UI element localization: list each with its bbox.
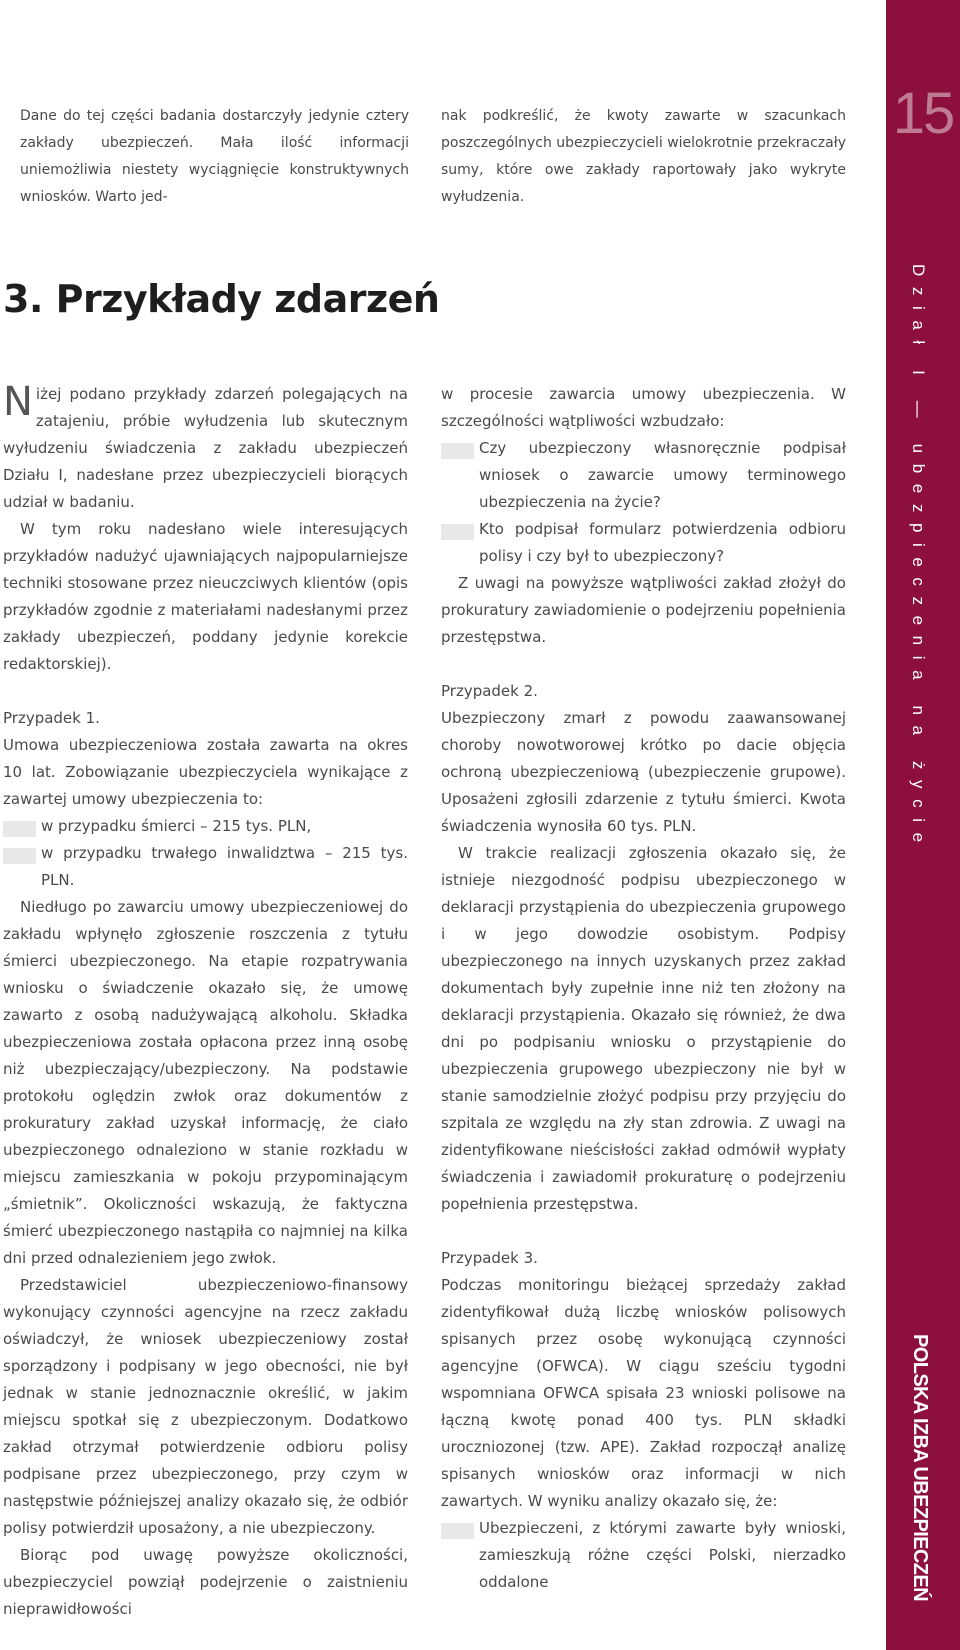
case-1-paragraph: Przedstawiciel ubezpieczeniowo-finansowy wykonujący czynności agencyjne na rzecz zakładu oświadczył, że wniosek ubezpieczeniowy został sporządzony i podpisany w jego obecności, nie był jednak w stanie jednoznacznie określić, w jakim miejscu spotkał się z ubezpieczonym. Dodatkowo zakład otrzymał potwierdzenie odbioru polisy podpisane przez ubezpieczonego, przy czym w następstwie późniejszej analizy okazało się, że odbiór polisy potwierdził uposażony, a nie ubezpieczony. (3, 1276, 408, 1537)
case-2-title: Przypadek 2. (441, 682, 538, 700)
intro-paragraph-text: iżej podano przykłady zdarzeń polegających na zatajeniu, próbie wyłudzenia lub skutecznym wyłudzeniu świadczenia z zakładu ubezpieczeń Działu I, nadesłane przez ubezpieczycieli biorących udział w badaniu. (3, 385, 408, 511)
intro-paragraph (3, 381, 408, 516)
bullet-text: w przypadku trwałego inwalidztwa – 215 tys. PLN. (41, 844, 408, 889)
page-number: 15 (892, 81, 954, 146)
bullet-text: Czy ubezpieczony własnoręcznie podpisał wniosek o zawarcie umowy terminowego ubezpieczenia na życie? (479, 439, 846, 511)
case-1-bullet (3, 813, 408, 840)
bullet-marker (3, 821, 36, 837)
paragraph: W tym roku nadesłano wiele interesujących przykładów nadużyć ujawniających najpopularniejsze techniki stosowane przez nieuczciwych klientów (opis przykładów zgodnie z materiałami nadesłanymi przez zakłady ubezpieczeń, poddany jedynie korekcie redaktorskiej). (3, 520, 408, 673)
organization-name: POLSKA IZBA UBEZPIECZEŃ (909, 1334, 931, 1601)
case-1-paragraph: Biorąc pod uwagę powyższe okoliczności, ubezpieczyciel powziął podejrzenie o zaistnieniu nieprawidłowości (3, 1546, 408, 1618)
doubt-bullet (441, 516, 846, 570)
case-1-bullet (3, 840, 408, 894)
left-column (3, 381, 408, 1623)
case-1-paragraph: Umowa ubezpieczeniowa została zawarta na okres 10 lat. Zobowiązanie ubezpieczyciela wynikające z zawartej umowy ubezpieczenia to: (3, 736, 408, 808)
case-2-paragraph: Ubezpieczony zmarł z powodu zaawansowanej choroby nowotworowej krótko po dacie objęcia ochroną ubezpieczeniową (ubezpieczenie grupowe). Uposażeni zgłosili zdarzenie z tytułu śmierci. Kwota świadczenia wynosiła 60 tys. PLN. (441, 709, 846, 835)
section-heading: 3. Przykłady zdarzeń (3, 277, 440, 321)
case-3-paragraph: Podczas monitoringu bieżącej sprzedaży zakład zidentyfikował dużą liczbę wniosków polisowych spisanych przez osobę wykonującą czynności agencyjne (OFWCA). W ciągu sześciu tygodni wspomniana OFWCA spisała 23 wnioski polisowe na łączną kwotę ponad 400 tys. PLN składki uroczniozonej (tzw. APE). Zakład rozpoczął analizę spisanych wniosków oraz informacji w nich zawartych. W wyniku analizy okazało się, że: (441, 1276, 846, 1510)
bullet-text: Kto podpisał formularz potwierdzenia odbioru polisy i czy był to ubezpieczony? (479, 520, 846, 565)
section-label: Dział I — ubezpieczenia na życie (909, 264, 928, 853)
case-3-bullet (441, 1515, 846, 1596)
intro-left-text: Dane do tej części badania dostarczyły jedynie cztery zakłady ubezpieczeń. Mała ilość informacji uniemożliwia niestety wyciągnięcie konstruktywnych wniosków. Warto jed- (20, 108, 409, 205)
bullet-marker (3, 848, 36, 864)
drop-cap: N (3, 379, 33, 425)
doubt-bullet (441, 435, 846, 516)
right-column (441, 381, 846, 1596)
sidebar-band (886, 0, 960, 1650)
bullet-marker (441, 443, 474, 459)
intro-right-text: nak podkreślić, że kwoty zawarte w szacunkach poszczególnych ubezpieczycieli wielokrotnie przekraczały sumy, które owe zakłady raportowały jako wykryte wyłudzenia. (441, 108, 846, 205)
case-3-title: Przypadek 3. (441, 1249, 538, 1267)
case-1-paragraph: Niedługo po zawarciu umowy ubezpieczeniowej do zakładu wpłynęło zgłoszenie roszczenia z tytułu śmierci ubezpieczonego. Na etapie rozpatrywania wniosku o świadczenie okazało się, że umowę zawarto z osobą nadużywającą alkoholu. Składka ubezpieczeniowa została opłacona przez inną osobę niż ubezpieczający/ubezpieczony. Na podstawie protokołu oględzin zwłok oraz dokumentów z prokuratury zakład uzyskał informację, że ciało ubezpieczonego odnaleziono w stanie rozkładu w miejscu zamieszkania w pokoju przypominającym „śmietnik”. Okoliczności wskazują, że faktyczna śmierć ubezpieczonego nastąpiła co najmniej na kilka dni przed odnalezieniem jego zwłok. (3, 898, 408, 1267)
bullet-text: Ubezpieczeni, z którymi zawarte były wnioski, zamieszkują różne części Polski, nierzadko oddalone (479, 1519, 846, 1591)
case-2-paragraph: W trakcie realizacji zgłoszenia okazało się, że istnieje niezgodność podpisu ubezpieczonego w deklaracji przystąpienia do ubezpieczenia grupowego i w jego dowodzie osobistym. Podpisy ubezpieczonego na innych uzyskanych przez zakład dokumentach były zupełnie inne niż ten złożony na deklaracji przystąpienia. Okazało się również, że dwa dni po podpisaniu wniosku o przystąpienie do ubezpieczenia grupowego ubezpieczony nie był w stanie samodzielnie złożyć podpisu przy przyjęciu do szpitala ze względu na zły stan zdrowia. Z uwagi na zidentyfikowane nieścisłości zakład odmówił wypłaty świadczenia i zawiadomił prokuraturę o podejrzeniu popełnienia przestępstwa. (441, 844, 846, 1213)
bullet-text: w przypadku śmierci – 215 tys. PLN, (41, 817, 312, 835)
case-1-title: Przypadek 1. (3, 709, 100, 727)
continued-paragraph: w procesie zawarcia umowy ubezpieczenia. W szczególności wątpliwości wzbudzało: (441, 385, 846, 430)
bullet-marker (441, 524, 474, 540)
continued-paragraph: Z uwagi na powyższe wątpliwości zakład złożył do prokuratury zawiadomienie o podejrzeniu popełnienia przestępstwa. (441, 574, 846, 646)
bullet-marker (441, 1523, 474, 1539)
